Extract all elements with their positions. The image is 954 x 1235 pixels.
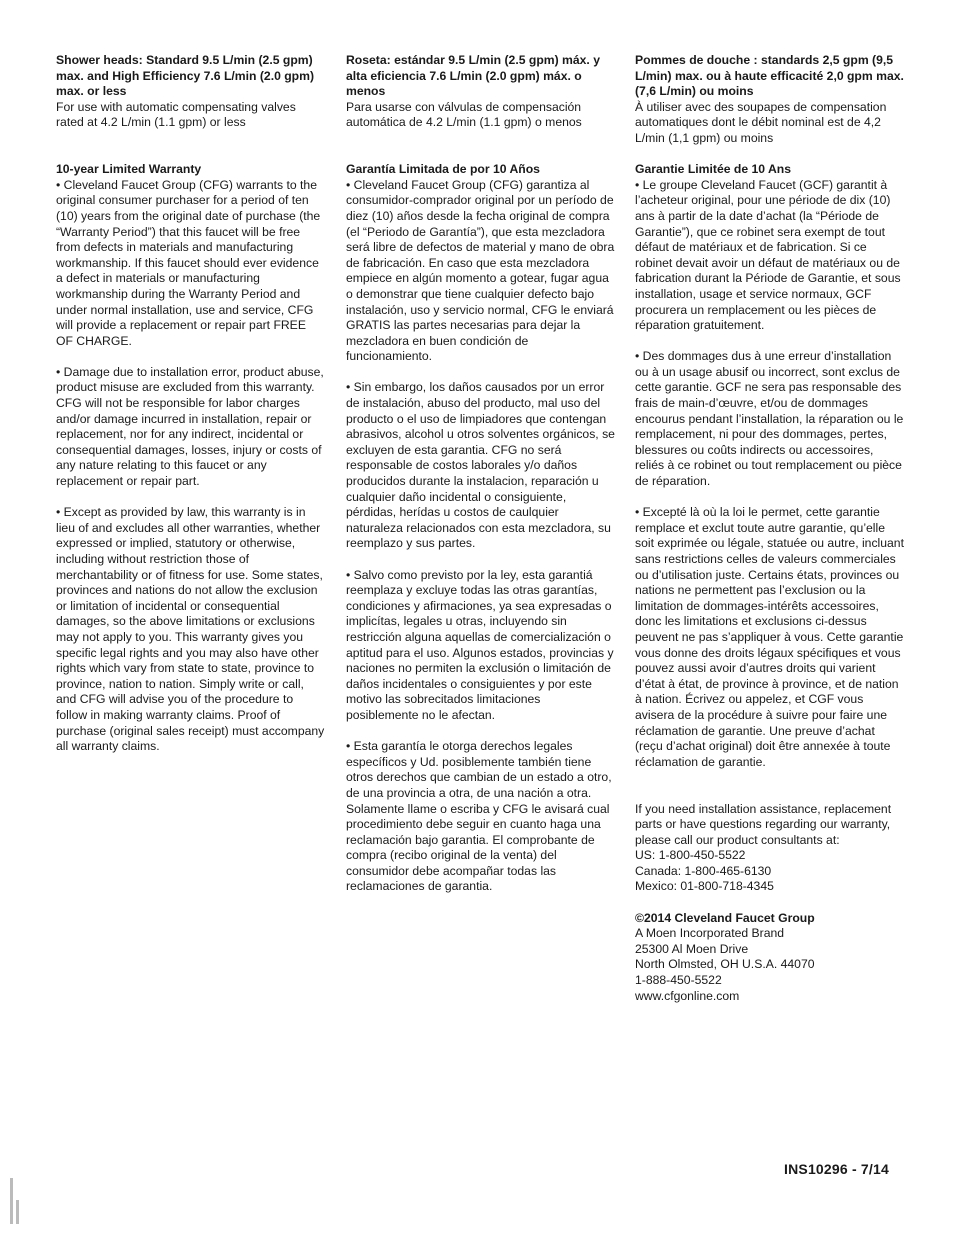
warranty-heading: 10-year Limited Warranty	[56, 162, 202, 177]
french-column	[635, 53, 905, 1004]
spanish-column	[346, 53, 616, 895]
warranty-paragraph: • Le groupe Cleveland Faucet (GCF) garantit à l’acheteur original, pour une période de dix (10) ans à partir de la date d’achat (la “Période de Garantie”), que ce robinet sera exempt de tout défaut de matériaux et de fabrication. Si ce robinet devait avoir un défaut de matériaux ou de fabrication durant la Période de Garantie, et sous installation, usage et service normaux, GCF procurera un remplacement ou les pièces de réparation gratuitement.	[635, 177, 901, 333]
warranty-paragraph: • Sin embargo, los daños causados por un error de instalación, abuso del producto, mal uso del producto o el uso de limpiadores que contengan abrasivos, alcohol u otros solventes orgánicos, se excluyen de esta garantia. CFG no será responsable de costos laborales y/o daños producidos durante la instalacion, reparación u cualquier daño incidental o consiguiente, pérdidas, herídas u costos de caulquier naturaleza relacionados con esta mezcladora, su reemplazo y sus partes.	[346, 380, 615, 551]
company-block	[635, 911, 905, 1005]
copyright: ©2014 Cleveland Faucet Group	[635, 910, 815, 925]
spec-text: À utiliser avec des soupapes de compensation automatiques dont le débit nominal est de 4,2 L/min (1,1 gpm) ou moins	[635, 99, 887, 145]
warranty-paragraph: • Cleveland Faucet Group (CFG) garantiza al consumidor-comprador original por un período de diez (10) años desde la fecha original de compra (el “Periodo de Garantía”), que esta mezcladora será libre de defectos de material y mano de obra de fabricación. En caso que esta mezcladora empiece en algún momento a gotear, fugar agua o demonstrar que tiene cualquier defecto bajo instalación, uso y servicio normal, CFG le enviará GRATIS las partes necesarias para dejar la mezcladora en buen condición de funcionamiento.	[346, 177, 615, 364]
spec-heading: Pommes de douche : standards 2,5 gpm (9,5 L/min) max. ou à haute efficacité 2,0 gpm max. (7,6 L/min) ou moins	[635, 53, 904, 99]
company-website: www.cfgonline.com	[635, 988, 740, 1003]
spec-text: For use with automatic compensating valves rated at 4.2 L/min (1.1 gpm) or less	[56, 99, 296, 130]
warranty-heading: Garantie Limitée de 10 Ans	[635, 162, 792, 177]
company-city: North Olmsted, OH U.S.A. 44070	[635, 957, 815, 972]
contact-intro: If you need installation assistance, replacement parts or have questions regarding our warranty, please call our product consultants at:	[635, 801, 892, 847]
warranty-paragraph: • Damage due to installation error, product abuse, product misuse are excluded from this warranty. CFG will not be responsible for labor charges and/or damage incurred in installation, repair or replacement, nor for any indirect, incidental or consequential damages, losses, injury or costs of any nature relating to this faucet or any replacement or repair part.	[56, 364, 324, 489]
warranty-paragraph: • Cleveland Faucet Group (CFG) warrants to the original consumer purchaser for a period of ten (10) years from the original date of purchase (the “Warranty Period”) that this faucet will be free from defects in materials and manufacturing workmanship. If this faucet should ever evidence a defect in materials or manufacturing workmanship during the Warranty Period and under normal installation, use and service, CFG will provide a replacement or repair part FREE OF CHARGE.	[56, 177, 321, 348]
warranty-paragraph: • Excepté là où la loi le permet, cette garantie remplace et exclut toute autre garantie, qu’elle soit exprimée ou légale, statuée ou autre, incluant sans restrictions celles de valeurs commerciales ou d’utilisation juste. Certains états, provinces ou nations ne permettent pas l’exclusion ou la limitation de dommages-intérêts accessoires, donc les limitations et exclusions ci-dessus peuvent ne pas s’appliquer à vous. Cette garantie vous donne des droits légaux spécifiques et vous pouvez aussi avoir d’autres droits qui varient d’état à état, de province à province, et de nation à nation. Écrivez ou appelez, et CGF vous avisera de la procédure à suivre pour faire une réclamation de garantie. Une preuve d’achat (reçu d’achat original) doit être annexée à toute réclamation de garantie.	[635, 505, 904, 769]
english-column	[56, 53, 326, 755]
warranty-heading: Garantía Limitada de por 10 Años	[346, 162, 540, 177]
company-phone: 1-888-450-5522	[635, 973, 722, 988]
spec-text: Para usarse con válvulas de compensación automática de 4.2 L/min (1.1 gpm) o menos	[346, 99, 582, 130]
warranty-paragraph: • Except as provided by law, this warranty is in lieu of and excludes all other warranties, whether expressed or implied, statutory or otherwise, including without restriction those of merchantability or of fitness for use. Some states, provinces and nations do not allow the exclusion or limitation of incidental or consequential damages, so the above limitations or exclusions may not apply to you. This warranty gives you specific legal rights and you may also have other rights which vary from state to state, province to province, nation to nation. Simply write or call, and CFG will advise you of the procedure to follow in making warranty claims. Proof of purchase (original sales receipt) must accompany all warranty claims.	[56, 505, 325, 754]
company-street: 25300 Al Moen Drive	[635, 941, 749, 956]
warranty-paragraph: • Salvo como previsto por la ley, esta garantiá reemplaza y excluye todas las otras garantías, condiciones y afirmaciones, ya sea expresadas o implicítas, legales u otras, incluyendo sin restricción alguna aquellas de comercialización o aptitud para el uso. Algunos estados, provincias y naciones no permiten la exclusión o limitación de daños incidentales o consiguientes y por este motivo las sobrecitados limitaciones posiblemente no le afectan.	[346, 567, 614, 722]
document-code: INS10296 - 7/14	[784, 1161, 889, 1177]
contact-block	[635, 802, 905, 896]
warranty-paragraph: • Esta garantía le otorga derechos legales específicos y Ud. posiblemente también tiene otros derechos que cambian de un estado a otro, de una provincia a otra, de una nación a otra. Solamente llame o escriba y CFG le avisará cual procedimiento debe seguir en cuanto haga una reclamación bajo garantia. El comprobante de compra (recibo original de la venta) del consumidor debe acompañar todas las reclamaciones de garantia.	[346, 739, 612, 894]
print-mark	[4, 1178, 28, 1226]
phone-canada: Canada: 1-800-465-6130	[635, 863, 772, 878]
company-brand: A Moen Incorporated Brand	[635, 926, 785, 941]
phone-us: US: 1-800-450-5522	[635, 848, 746, 863]
spec-heading: Shower heads: Standard 9.5 L/min (2.5 gpm) max. and High Efficiency 7.6 L/min (2.0 gpm) max. or less	[56, 53, 315, 99]
warranty-paragraph: • Des dommages dus à une erreur d’installation ou à un usage abusif ou incorrect, sont exclus de cette garantie. GCF ne sera pas responsable des frais de main-d’œuvre, et/ou de dommages encourus pendant l’installation, la réparation ou le remplacement, ni pour des dommages, pertes, blessures ou coûts indirects ou accessoires, reliés à ce robinet ou tout remplacement ou pièce de réparation.	[635, 349, 904, 489]
phone-mexico: Mexico: 01-800-718-4345	[635, 879, 774, 894]
spec-heading: Roseta: estándar 9.5 L/min (2.5 gpm) máx. y alta eficiencia 7.6 L/min (2.0 gpm) máx. o menos	[346, 53, 600, 99]
